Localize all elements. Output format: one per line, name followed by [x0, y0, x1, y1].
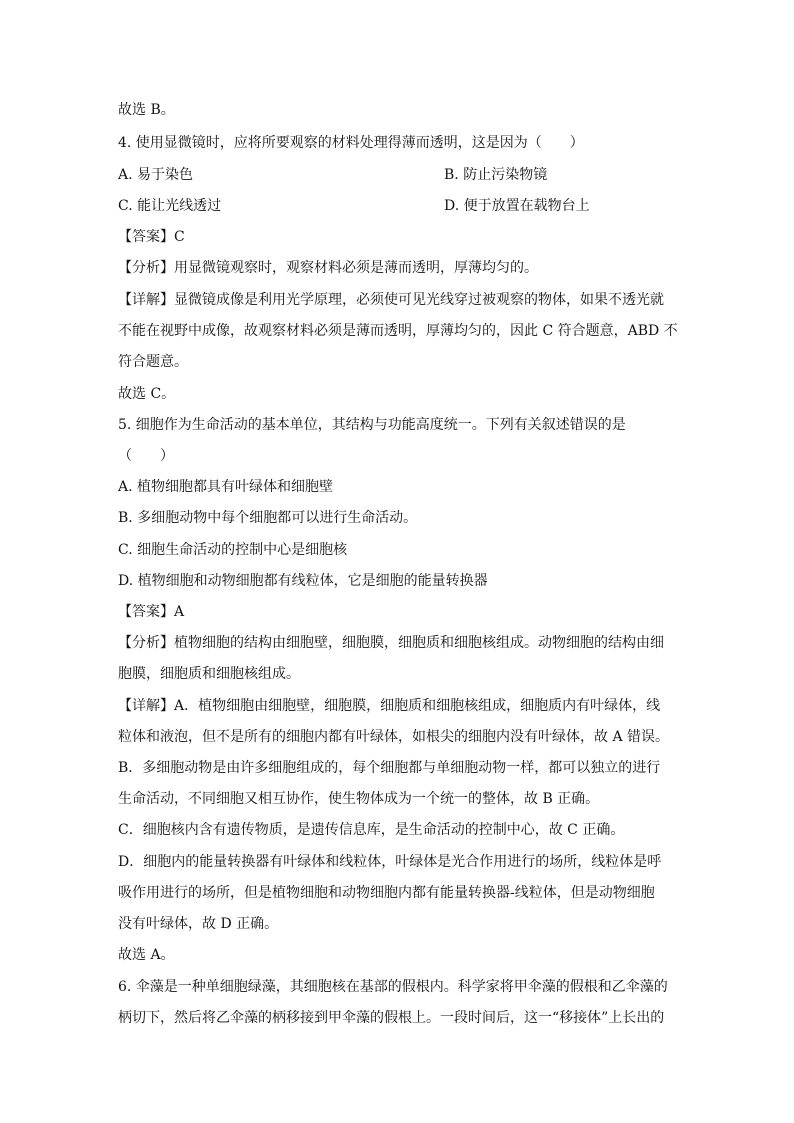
q4-stem: 4. 使用显微镜时，应将所要观察的材料处理得薄而透明，这是因为（ ） [118, 135, 584, 151]
q4-option-c: C. 能让光线透过 [118, 198, 222, 214]
q5-detail-text: A．植物细胞由细胞壁，细胞膜，细胞质和细胞核组成，细胞质内有叶绿体，线 [174, 698, 661, 714]
q4-detail-line-3: 符合题意。 [118, 354, 188, 370]
q3-conclusion: 故选 B。 [118, 102, 175, 118]
q5-detail-line-7: 吸作用进行的场所，但是植物细胞和动物细胞内都有能量转换器-线粒体，但是动物细胞 [118, 885, 655, 901]
q5-option-c: C. 细胞生命活动的控制中心是细胞核 [118, 542, 348, 558]
q5-detail-line-6: D．细胞内的能量转换器有叶绿体和线粒体，叶绿体是光合作用进行的场所，线粒体是呼 [118, 854, 662, 870]
q5-stem-line-2: （ ） [118, 448, 174, 464]
q5-detail-line-2: 粒体和液泡，但不是所有的细胞内都有叶绿体，如根尖的细胞内没有叶绿体，故 A 错误。 [118, 729, 670, 745]
q4-analysis-text: 用显微镜观察时，观察材料必须是薄而透明，厚薄均匀的。 [174, 260, 538, 276]
q4-detail-tag: 【详解】 [118, 292, 174, 308]
q4-option-a: A. 易于染色 [118, 167, 194, 183]
q5-detail-line-5: C．细胞核内含有遗传物质，是遗传信息库，是生命活动的控制中心，故 C 正确。 [118, 822, 625, 838]
q5-option-b: B. 多细胞动物中每个细胞都可以进行生命活动。 [118, 510, 418, 526]
q5-detail-line-1 [118, 696, 660, 716]
q5-conclusion: 故选 A。 [118, 947, 175, 963]
q4-detail-line-1 [118, 290, 664, 310]
q5-detail-line-3: B．多细胞动物是由许多细胞组成的，每个细胞都与单细胞动物一样，都可以独立的进行 [118, 760, 661, 776]
q5-analysis-text: 植物细胞的结构由细胞壁，细胞膜，细胞质和细胞核组成。动物细胞的结构由细 [174, 635, 664, 651]
q4-answer [118, 227, 185, 247]
q5-option-d: D. 植物细胞和动物细胞都有线粒体，它是细胞的能量转换器 [118, 573, 488, 589]
q6-stem-line-1: 6. 伞藻是一种单细胞绿藻，其细胞核在基部的假根内。科学家将甲伞藻的假根和乙伞藻的 [118, 979, 668, 995]
q4-analysis [118, 258, 538, 278]
q5-detail-tag: 【详解】 [118, 698, 174, 714]
q5-detail-line-4: 生命活动，不同细胞又相互协作，使生物体成为一个统一的整体，故 B 正确。 [118, 791, 600, 807]
q4-detail-line-2: 不能在视野中成像，故观察材料必须是薄而透明，厚薄均匀的，因此 C 符合题意，ABD 不 [118, 323, 678, 339]
q4-option-b: B. 防止污染物镜 [444, 167, 548, 183]
q4-detail-text: 显微镜成像是利用光学原理，必须使可见光线穿过被观察的物体，如果不透光就 [174, 292, 664, 308]
q5-analysis-line-1 [118, 633, 664, 653]
q5-detail-line-8: 没有叶绿体，故 D 正确。 [118, 916, 279, 932]
q5-answer [118, 602, 184, 622]
q5-stem-line-1: 5. 细胞作为生命活动的基本单位，其结构与功能高度统一。下列有关叙述错误的是 [118, 417, 626, 433]
q6-stem-line-2: 柄切下，然后将乙伞藻的柄移接到甲伞藻的假根上。一段时间后，这一“移接体”上长出的 [118, 1010, 665, 1026]
q5-analysis-line-2: 胞膜，细胞质和细胞核组成。 [118, 666, 300, 682]
q4-answer-tag: 【答案】 [118, 229, 174, 245]
q4-conclusion: 故选 C。 [118, 386, 176, 402]
q5-answer-tag: 【答案】 [118, 604, 174, 620]
q5-analysis-tag: 【分析】 [118, 635, 174, 651]
q4-analysis-tag: 【分析】 [118, 260, 174, 276]
q4-option-d: D. 便于放置在载物台上 [444, 198, 590, 214]
q5-answer-value: A [174, 604, 185, 620]
q5-option-a: A. 植物细胞都具有叶绿体和细胞壁 [118, 479, 334, 495]
q4-answer-value: C [174, 229, 185, 245]
